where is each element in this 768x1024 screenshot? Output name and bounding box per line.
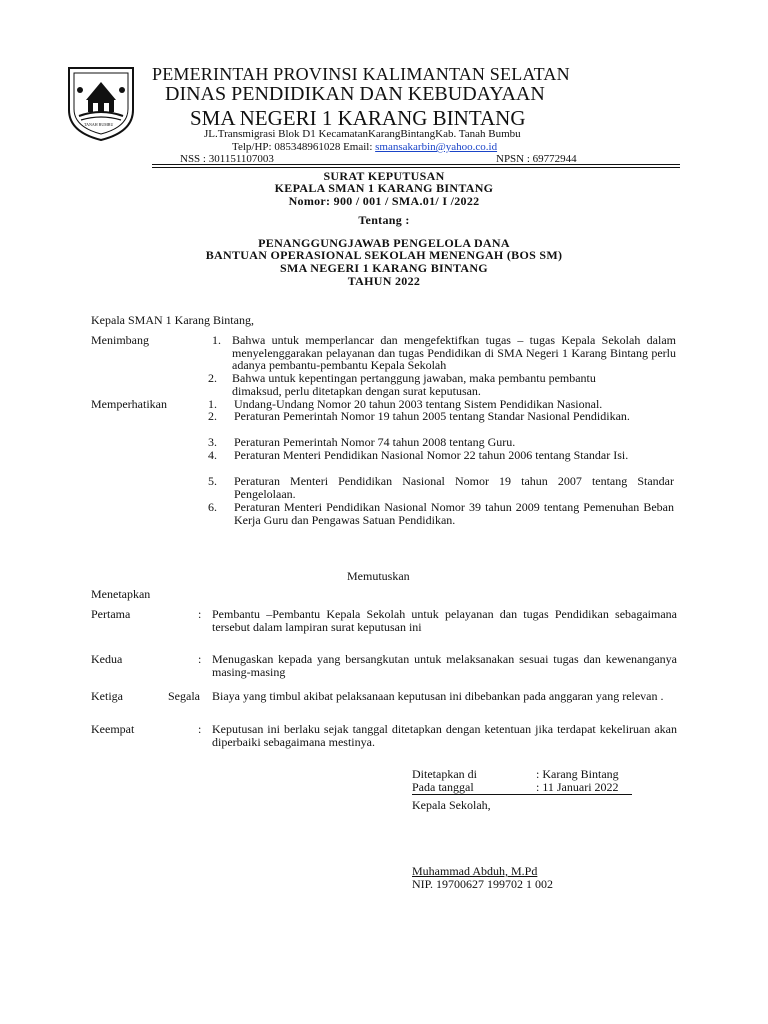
- letterhead-divider-top: [152, 164, 680, 165]
- nss: NSS : 301151107003: [180, 153, 274, 165]
- email-link[interactable]: smansakarbin@yahoo.co.id: [375, 141, 498, 153]
- memutuskan-heading: Memutuskan: [347, 569, 410, 583]
- memperhatikan-item-text: Peraturan Pemerintah Nomor 74 tahun 2008 tentang Guru.: [234, 435, 516, 449]
- letterhead-office: DINAS PENDIDIKAN DAN KEBUDAYAAN: [165, 83, 545, 105]
- decision-label: Kedua: [91, 652, 123, 666]
- subject-line-4: TAHUN 2022: [347, 274, 421, 288]
- memperhatikan-item-text: Peraturan Menteri Pendidikan Nasional Nomor 22 tahun 2006 tentang Standar Isi.: [234, 448, 629, 462]
- npsn: NPSN : 69772944: [496, 153, 577, 165]
- memperhatikan-item-num: 4.: [208, 448, 217, 462]
- menimbang-item-text: Bahwa untuk kepentingan pertanggung jawaban, maka pembantu pembantu dimaksud, perlu ditetapkan dengan surat keputusan.: [232, 371, 596, 398]
- opening-line: Kepala SMAN 1 Karang Bintang,: [91, 313, 254, 327]
- memperhatikan-item-num: 3.: [208, 435, 217, 449]
- subject-line-1: PENANGGUNGJAWAB PENGELOLA DANA: [258, 236, 510, 250]
- menimbang-label: Menimbang: [91, 333, 149, 347]
- decision-text: Menugaskan kepada yang bersangkutan untuk melaksanakan sesuai tugas dan kewenanganya masing-masing: [212, 652, 677, 679]
- logo-text: TANAH BUMBU: [84, 122, 114, 127]
- menetapkan-label: Menetapkan: [91, 587, 151, 601]
- decision-separator: :: [198, 722, 202, 736]
- doc-type: SURAT KEPUTUSAN: [323, 169, 445, 183]
- letterhead-address: JL.Transmigrasi Blok D1 KecamatanKarangBintangKab. Tanah Bumbu: [204, 128, 521, 140]
- signatory-position: Kepala Sekolah,: [412, 798, 491, 812]
- letterhead-province: PEMERINTAH PROVINSI KALIMANTAN SELATAN: [152, 64, 570, 84]
- memperhatikan-item-text: Peraturan Pemerintah Nomor 19 tahun 2005 tentang Standar Nasional Pendidikan.: [234, 409, 630, 423]
- memperhatikan-item-num: 5.: [208, 474, 217, 488]
- signatory-nip: NIP. 19700627 199702 1 002: [412, 877, 554, 891]
- memperhatikan-item-text: Peraturan Menteri Pendidikan Nasional Nomor 39 tahun 2009 tentang Pemenuhan Beban Kerja Guru dan Pengawas Satuan Pendidikan.: [234, 500, 674, 527]
- ditetapkan-value: : Karang Bintang: [536, 767, 619, 781]
- tentang-label: Tentang :: [358, 213, 410, 227]
- signatory-name: Muhammad Abduh, M.Pd: [412, 864, 538, 878]
- phone-label: Telp/HP: 085348961028 Email:: [232, 141, 376, 153]
- memperhatikan-item-num: 1.: [208, 397, 217, 411]
- letterhead-divider-bottom: [152, 167, 680, 168]
- decision-separator: :: [198, 607, 202, 621]
- decision-label: Pertama: [91, 607, 131, 621]
- date-underline: [412, 794, 632, 795]
- regency-logo: [66, 64, 136, 142]
- decision-text: Biaya yang timbul akibat pelaksanaan keputusan ini dibebankan pada anggaran yang relevan .: [212, 689, 664, 703]
- decision-text: Pembantu –Pembantu Kepala Sekolah untuk pelayanan dan tugas Pendidikan sebagaimana tersebut dalam lampiran surat keputusan ini: [212, 607, 677, 634]
- decision-separator: :: [198, 652, 202, 666]
- tanggal-label: Pada tanggal: [412, 780, 474, 794]
- doc-issuer: KEPALA SMAN 1 KARANG BINTANG: [274, 181, 494, 195]
- decision-separator: Segala: [168, 689, 200, 703]
- subject-line-2: BANTUAN OPERASIONAL SEKOLAH MENENGAH (BOS SM): [205, 248, 563, 262]
- memperhatikan-label: Memperhatikan: [91, 397, 167, 411]
- letterhead-contact: [232, 141, 497, 153]
- decision-text: Keputusan ini berlaku sejak tanggal ditetapkan dengan ketentuan jika terdapat kekeliruan akan diperbaiki sebagaimana mestinya.: [212, 722, 677, 749]
- letterhead-school: SMA NEGERI 1 KARANG BINTANG: [190, 106, 526, 130]
- decision-label: Ketiga: [91, 689, 123, 703]
- doc-number: Nomor: 900 / 001 / SMA.01/ I /2022: [288, 194, 480, 208]
- ditetapkan-label: Ditetapkan di: [412, 767, 477, 781]
- subject-line-3: SMA NEGERI 1 KARANG BINTANG: [280, 261, 488, 275]
- decision-label: Keempat: [91, 722, 135, 736]
- memperhatikan-item-num: 2.: [208, 409, 217, 423]
- menimbang-item-text: Bahwa untuk memperlancar dan mengefektifkan tugas – tugas Kepala Sekolah dalam menyelenggarakan pelayanan dan tugas Pendidikan di SMA Negeri 1 Karang Bintang perlu adanya pembantu-pembantu Kepala Sekolah: [232, 333, 676, 372]
- memperhatikan-item-num: 6.: [208, 500, 217, 514]
- tanggal-value: : 11 Januari 2022: [536, 780, 619, 794]
- menimbang-item-num: 1.: [212, 333, 221, 347]
- memperhatikan-item-text: Peraturan Menteri Pendidikan Nasional Nomor 19 tahun 2007 tentang Standar Pengelolaan.: [234, 474, 674, 501]
- memperhatikan-item-text: Undang-Undang Nomor 20 tahun 2003 tentang Sistem Pendidikan Nasional.: [234, 397, 603, 411]
- menimbang-item-num: 2.: [208, 371, 217, 385]
